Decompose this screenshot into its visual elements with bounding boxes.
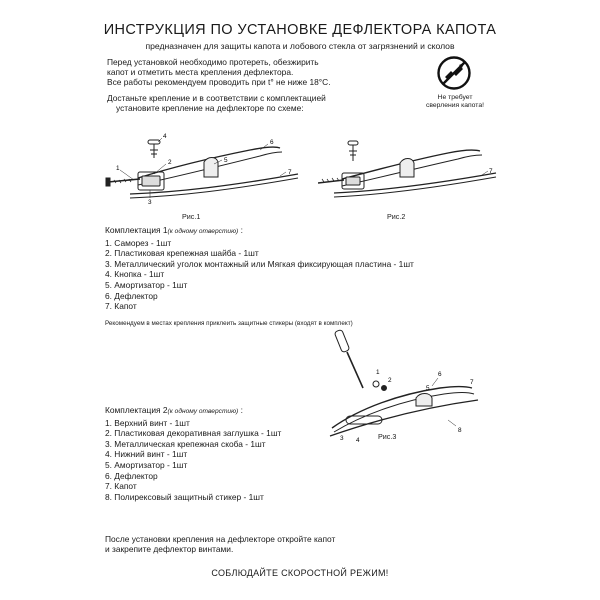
final-instruction <box>105 534 405 554</box>
sticker-recommendation: Рекомендуем в местах крепления приклеить защитные стикеры (входят в комплект) <box>105 320 353 327</box>
fig3-number: 7 <box>470 379 474 386</box>
kit-1-list <box>105 225 505 312</box>
kit-1-heading <box>105 225 505 238</box>
intro-line: установите крепление на дефлекторе по схеме: <box>116 102 304 113</box>
no-drill-icon <box>437 56 471 90</box>
fig3-number: 4 <box>356 437 360 444</box>
kit-1-item: 1. Саморез - 1шт <box>105 237 172 248</box>
kit-1-item: 5. Амортизатор - 1шт <box>105 279 188 290</box>
kit-1-item: 6. Дефлектор <box>105 290 158 301</box>
intro-line: Достаньте крепление и в соответствии с комплектацией <box>107 92 326 103</box>
kit-1-note: (к одному отверстию) <box>167 228 239 235</box>
kit-1-suffix: : <box>238 225 243 235</box>
kit-2-item: 1. Верхний винт - 1шт <box>105 417 190 428</box>
kit-2-item: 6. Дефлектор <box>105 470 158 481</box>
no-drill-caption <box>418 94 492 110</box>
kit-2-item: 8. Полирексовый защитный стикер - 1шт <box>105 491 264 502</box>
kit-2-item: 5. Амортизатор - 1шт <box>105 459 188 470</box>
fig3-number: 6 <box>438 371 442 378</box>
fig1-number: 7 <box>288 169 292 176</box>
kit-2-suffix: : <box>238 405 243 415</box>
final-line: и закрепите дефлектор винтами. <box>105 544 234 555</box>
fig2-number: 7 <box>489 168 493 175</box>
page-title: ИНСТРУКЦИЯ ПО УСТАНОВКЕ ДЕФЛЕКТОРА КАПОТА <box>103 22 497 38</box>
kit-2-item: 4. Нижний винт - 1шт <box>105 449 188 460</box>
figure-2-label: Рис.2 <box>387 212 406 221</box>
kit-2-item: 7. Капот <box>105 481 137 492</box>
fig3-number: 2 <box>388 377 392 384</box>
figure-2-diagram <box>318 133 498 213</box>
fig3-number: 3 <box>340 435 344 442</box>
intro-line: капот и отметить места крепления дефлектора. <box>107 67 294 78</box>
kit-1-item: 3. Металлический уголок монтажный или Мягкая фиксирующая пластина - 1шт <box>105 258 414 269</box>
intro-line: Все работы рекомендуем проводить при t° не ниже 18°С. <box>107 77 331 88</box>
no-drill-line: сверления капота! <box>425 102 485 109</box>
fig3-number: 1 <box>376 369 380 376</box>
kit-1-item: 4. Кнопка - 1шт <box>105 269 165 280</box>
fig1-number: 5 <box>224 157 228 164</box>
kit-2-list <box>105 405 325 502</box>
kit-2-item: 3. Металлическая крепежная скоба - 1шт <box>105 438 266 449</box>
fig1-number: 6 <box>270 139 274 146</box>
kit-2-note: (к одному отверстию) <box>167 408 239 415</box>
kit-2-heading <box>105 405 325 418</box>
figure-3-label: Рис.3 <box>378 432 397 441</box>
fig1-number: 1 <box>116 165 120 172</box>
kit-1-title: Комплектация 1 <box>105 225 168 235</box>
fig3-number: 8 <box>458 427 462 434</box>
intro-text <box>107 57 397 113</box>
final-line: После установки крепления на дефлекторе откройте капот <box>105 534 336 544</box>
figure-1-diagram <box>100 122 300 217</box>
kit-2-item: 2. Пластиковая декоративная заглушка - 1шт <box>105 428 282 439</box>
fig1-number: 3 <box>148 199 152 206</box>
kit-1-item: 2. Пластиковая крепежная шайба - 1шт <box>105 248 259 259</box>
figure-1-label: Рис.1 <box>182 212 201 221</box>
kit-1-item: 7. Капот <box>105 301 137 312</box>
figure-3-diagram <box>320 328 480 448</box>
speed-warning: СОБЛЮДАЙТЕ СКОРОСТНОЙ РЕЖИМ! <box>211 568 389 578</box>
kit-2-title: Комплектация 2 <box>105 405 168 415</box>
page-subtitle: предназначен для защиты капота и лобового стекла от загрязнений и сколов <box>145 41 455 51</box>
no-drill-line: Не требует <box>437 94 473 101</box>
fig1-number: 2 <box>168 159 172 166</box>
intro-line: Перед установкой необходимо протереть, обезжирить <box>107 57 319 67</box>
fig3-number: 5 <box>426 385 430 392</box>
fig1-number: 4 <box>163 133 167 140</box>
